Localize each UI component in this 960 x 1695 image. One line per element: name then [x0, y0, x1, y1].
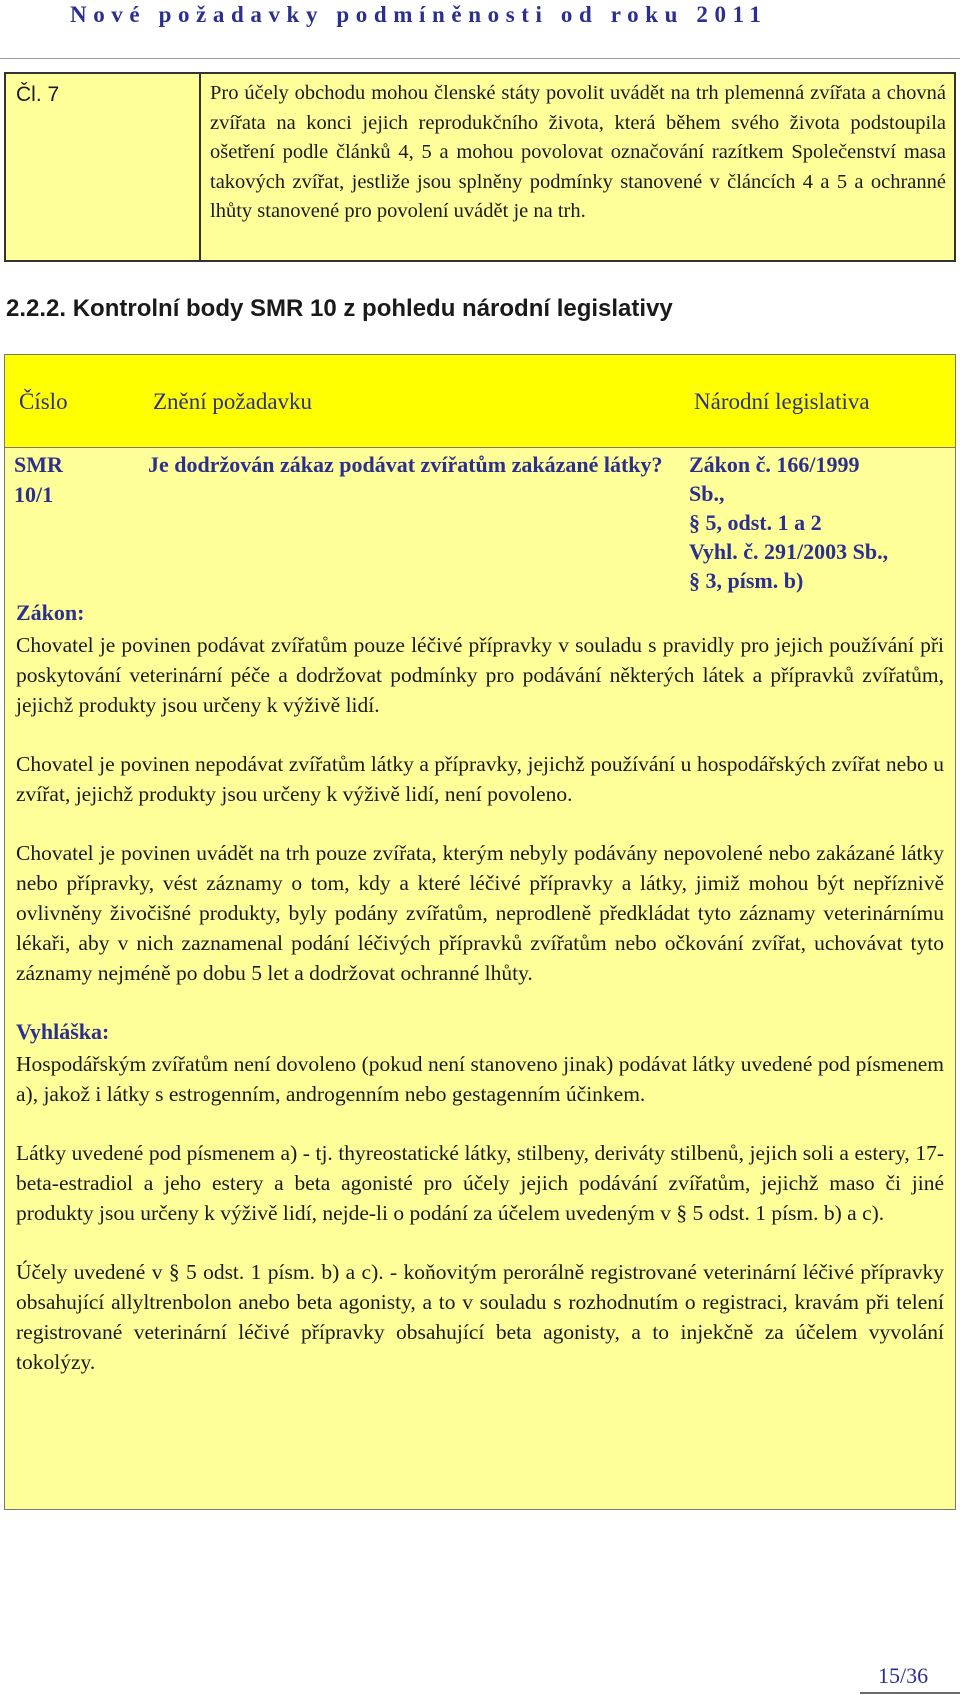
- header-legislation: Národní legislativa: [694, 389, 870, 414]
- document-header-title: Nové požadavky podmíněnosti od roku 2011: [70, 2, 768, 27]
- zakon-paragraph: Chovatel je povinen uvádět na trh pouze zvířata, kterým nebyly podávány nepovolené nebo zakázané látky nebo přípravky, vést záznamy o tom, kdy a které léčivé přípravky a látky, jimiž mohou být nepříznivě ovlivněny živočišné produkty, byly podány zvířatům, neprodleně předkládat tyto záznamy veterinárnímu lékaři, aby v nich zaznamenal podání léčivých přípravků zvířatům nebo očkování zvířat, uchovávat tyto záznamy nejméně po dobu 5 let a dodržovat ochranné lhůty.: [16, 841, 944, 985]
- legislation-line: Vyhl. č. 291/2003 Sb.,: [689, 539, 889, 564]
- body-content: [16, 598, 944, 1406]
- legislation-line: Zákon č. 166/1999: [689, 452, 860, 477]
- vyhlaska-paragraph: Hospodářským zvířatům není dovoleno (pokud není stanoveno jinak) podávat látky uvedené pod písmenem a), jakož i látky s estrogenním, androgenním nebo gestagenním účinkem.: [16, 1052, 944, 1106]
- row-number: [14, 450, 63, 510]
- article-text: Pro účely obchodu mohou členské státy povolit uvádět na trh plemenná zvířata a chovná zvířata na konci jejich reprodukčního života, která během svého života podstoupila ošetření podle článků 4, 5 a mohou povolovat označování razítkem Společenství masa takových zvířat, jestliže jsou splněny podmínky stanovené v článcích 4 a 5 a ochranné lhůty stanovené pro povolení uvádět je na trh.: [210, 82, 946, 222]
- table-header-row: [4, 354, 956, 448]
- legislation-line: Sb.,: [689, 481, 725, 506]
- article-box: [4, 72, 956, 262]
- zakon-paragraph: Chovatel je povinen nepodávat zvířatům látky a přípravky, jejichž používání u hospodářských zvířat nebo u zvířat, jejichž produkty jsou určeny k výživě lidí, není povoleno.: [16, 752, 944, 806]
- article-label: Čl. 7: [16, 83, 60, 106]
- zakon-label: Zákon:: [16, 600, 85, 625]
- section-heading: 2.2.2. Kontrolní body SMR 10 z pohledu národní legislativy: [6, 295, 673, 322]
- zakon-paragraph: Chovatel je povinen podávat zvířatům pouze léčivé přípravky v souladu s pravidly pro jejich používání při poskytování veterinární péče a dodržovat podmínky pro podávání některých látek a přípravků zvířatům, jejichž produkty jsou určeny k výživě lidí.: [16, 633, 944, 717]
- vyhlaska-paragraph: Látky uvedené pod písmenem a) - tj. thyreostatické látky, stilbeny, deriváty stilbenů, jejich soli a estery, 17-beta-estradiol a jeho estery a beta agonisté pro účely jejich podávání zvířatům, jejichž maso či jiné produkty jsou určeny k výživě lidí, nejde-li o podání za účelem uvedeným v § 5 odst. 1 písm. b) a c).: [16, 1141, 944, 1225]
- vyhlaska-paragraph: Účely uvedené v § 5 odst. 1 písm. b) a c). - koňovitým perorálně registrované veterinární léčivé přípravky obsahující allyltrenbolon anebo beta agonisty, a to v souladu s rozhodnutím o registraci, kravám při telení registrované veterinární léčivé přípravky obsahující beta agonisty, a to injekčně za účelem vyvolání tokolýzy.: [16, 1260, 944, 1374]
- vyhlaska-label: Vyhláška:: [16, 1019, 110, 1044]
- legislation-line: § 3, písm. b): [689, 568, 804, 593]
- row-number-line2: 10/1: [14, 482, 54, 507]
- row-legislation: [689, 450, 888, 595]
- row-requirement: Je dodržován zákaz podávat zvířatům zakázané látky?: [148, 452, 663, 477]
- header-requirement: Znění požadavku: [153, 389, 313, 414]
- article-column-divider: [199, 74, 201, 260]
- legislation-line: § 5, odst. 1 a 2: [689, 510, 822, 535]
- header-divider: [0, 58, 960, 59]
- header-number: Číslo: [19, 389, 68, 414]
- footer-divider: [860, 1692, 960, 1694]
- page-number: 15/36: [878, 1663, 929, 1688]
- row-number-line1: SMR: [14, 452, 63, 477]
